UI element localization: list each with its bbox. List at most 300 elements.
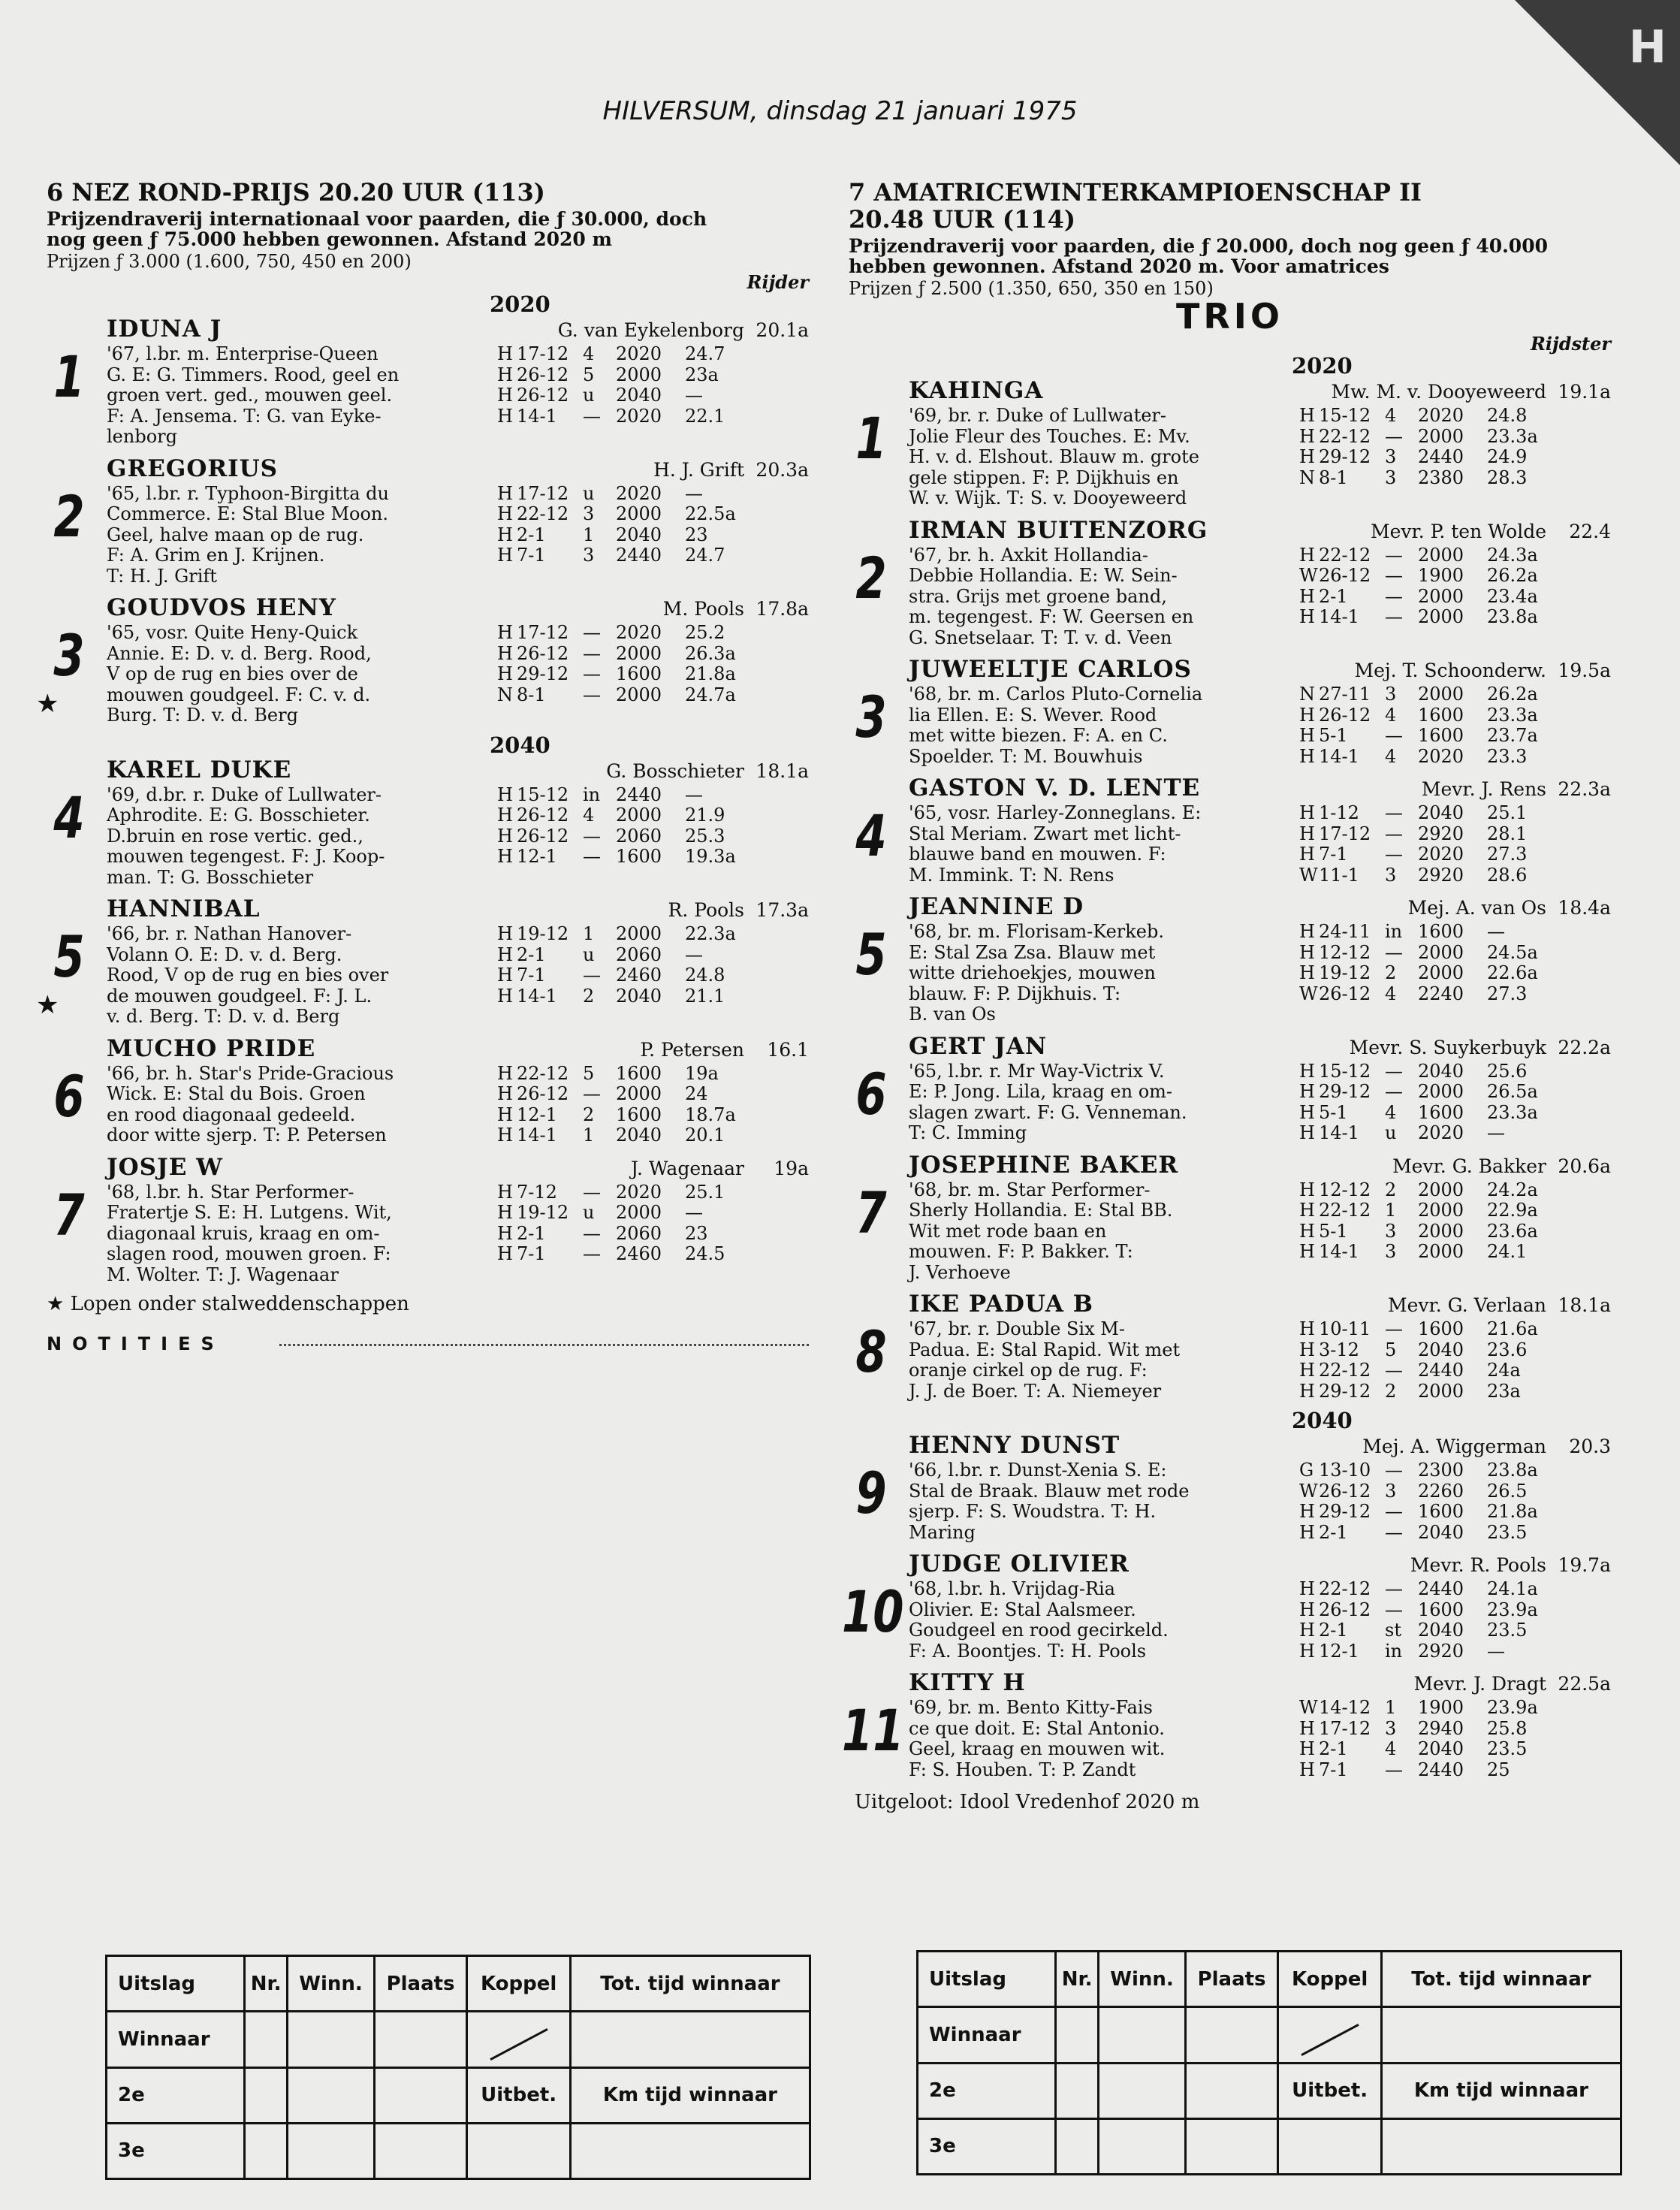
- result-track: H: [1299, 1578, 1315, 1599]
- result-time: 27.3: [1487, 983, 1528, 1004]
- start-number: 3: [53, 622, 85, 689]
- rating: 16.1: [767, 1038, 809, 1061]
- rating: 22.4: [1569, 520, 1611, 542]
- result-row: [497, 504, 745, 525]
- result-date: 12-1: [517, 846, 557, 867]
- result-position: —: [1385, 1501, 1403, 1522]
- result-time: 24: [685, 1083, 708, 1104]
- result-date: 26-12: [517, 385, 569, 406]
- row-winnaar: Winnaar: [918, 2007, 1056, 2063]
- rating: 18.4a: [1558, 897, 1611, 919]
- result-table-right: [916, 1950, 1622, 2175]
- result-position: —: [583, 642, 601, 664]
- result-date: 19-12: [517, 923, 569, 944]
- result-time: 24.7: [685, 343, 725, 364]
- result-track: W: [1299, 1697, 1318, 1718]
- horse-name: KITTY H: [909, 1669, 1026, 1696]
- cell[interactable]: [1185, 2118, 1278, 2174]
- result-time: —: [1487, 1640, 1505, 1662]
- result-table-left: [105, 1955, 811, 2180]
- rating: 20.1a: [756, 319, 809, 341]
- horse-description: '65, l.br. r. Mr Way-Victrix V. E: P. Jong. Lila, kraag en om- slagen zwart. F: G. Venneman. T: C. Imming: [909, 1060, 1187, 1143]
- cell[interactable]: [1185, 2007, 1278, 2063]
- result-track: H: [1299, 1620, 1315, 1641]
- result-distance: 2040: [1418, 1620, 1464, 1641]
- entry-body: [909, 406, 1611, 509]
- result-date: 22-12: [1319, 1578, 1371, 1599]
- entry-body: [107, 344, 809, 448]
- result-distance: 2000: [616, 805, 662, 826]
- result-position: —: [1385, 1521, 1403, 1543]
- result-row: [497, 406, 745, 427]
- result-time: 18.7a: [685, 1103, 736, 1125]
- cell[interactable]: [1099, 2007, 1185, 2063]
- cell[interactable]: [244, 2067, 288, 2123]
- start-number: 7: [855, 1179, 887, 1246]
- result-date: 26-12: [1319, 983, 1371, 1004]
- result-track: H: [497, 385, 513, 406]
- result-row: [497, 1105, 745, 1126]
- result-date: 29-12: [1319, 1081, 1371, 1102]
- result-position: —: [1385, 585, 1403, 607]
- result-date: 8-1: [1319, 466, 1348, 488]
- rating: 19a: [774, 1157, 809, 1179]
- entry-body: [909, 803, 1611, 886]
- horse-description: '66, br. h. Star's Pride-Gracious Wick. E: Stal du Bois. Groen en rood diagonaal gedeeld. door witte sjerp. T: P. Petersen: [107, 1062, 394, 1146]
- trio-label: TRIO: [1175, 296, 1284, 337]
- cell[interactable]: [244, 2123, 288, 2178]
- result-row: [1299, 1481, 1547, 1502]
- cell[interactable]: [288, 2067, 374, 2123]
- cell[interactable]: [244, 2012, 288, 2067]
- result-row: [1299, 705, 1547, 726]
- rider-name: Mevr. J. Rens: [1421, 778, 1546, 800]
- horse-description: '65, vosr. Quite Heny-Quick Annie. E: D. v. d. Berg. Rood, V op de rug en bies over de mouwen goudgeel. F: C. v. d. Burg. T: D. v. d. Berg: [107, 622, 372, 726]
- race-title: 6 NEZ ROND-PRIJS 20.20 UUR (113): [47, 178, 545, 207]
- result-time: 22.1: [685, 405, 725, 427]
- header-winn: Winn.: [288, 1956, 374, 2012]
- result-position: 3: [583, 503, 595, 524]
- rider-name: H. J. Grift: [653, 458, 744, 481]
- result-time: 22.3a: [685, 923, 736, 944]
- result-distance: 2000: [616, 364, 662, 385]
- result-track: H: [1299, 606, 1315, 627]
- result-time: 25.2: [685, 622, 725, 643]
- result-date: 12-12: [1319, 1179, 1371, 1200]
- result-position: 3: [1385, 1717, 1397, 1739]
- result-distance: 2040: [1418, 802, 1464, 823]
- result-date: 19-12: [517, 1202, 569, 1223]
- entry-header: [849, 1291, 1611, 1319]
- result-time: —: [685, 482, 703, 504]
- result-date: 26-12: [517, 825, 569, 847]
- result-track: H: [1299, 1738, 1315, 1759]
- result-track: H: [1299, 1339, 1315, 1360]
- result-distance: 2000: [616, 684, 662, 705]
- result-time: 24.5a: [1487, 941, 1538, 963]
- result-date: 14-1: [517, 405, 557, 427]
- result-date: 2-1: [1319, 1521, 1348, 1543]
- result-row: [1299, 1760, 1547, 1781]
- horse-description: '65, vosr. Harley-Zonneglans. E: Stal Meriam. Zwart met licht- blauwe band en mouwen. F: M. Immink. T: N. Rens: [909, 802, 1202, 886]
- result-time: 23.3a: [1487, 425, 1538, 447]
- rider-name: Mevr. P. ten Wolde: [1371, 520, 1546, 542]
- result-date: 17-12: [517, 343, 569, 364]
- result-position: —: [583, 405, 601, 427]
- result-time: 23: [685, 524, 708, 545]
- result-track: H: [497, 805, 513, 826]
- result-date: 13-10: [1319, 1460, 1371, 1481]
- horse-name: JOSEPHINE BAKER: [909, 1151, 1179, 1179]
- result-position: —: [1385, 1460, 1403, 1481]
- result-track: H: [1299, 1241, 1315, 1262]
- result-position: 3: [1385, 1480, 1397, 1502]
- result-time: 23.5: [1487, 1738, 1528, 1759]
- start-number: 8: [855, 1318, 887, 1385]
- result-date: 26-12: [1319, 565, 1371, 586]
- horse-name: GASTON V. D. LENTE: [909, 774, 1201, 802]
- result-position: 2: [1385, 962, 1397, 983]
- result-distance: 2000: [616, 642, 662, 664]
- cell[interactable]: [1055, 2007, 1099, 2063]
- slash-icon: [1301, 2024, 1359, 2056]
- result-track: H: [1299, 425, 1315, 447]
- result-distance: 2020: [616, 343, 662, 364]
- recent-results: [1299, 922, 1547, 1025]
- result-time: 25: [1487, 1759, 1510, 1780]
- result-track: H: [1299, 1101, 1315, 1123]
- page-header: HILVERSUM, dinsdag 21 januari 1975: [602, 96, 1078, 126]
- result-row: [1299, 427, 1547, 448]
- result-position: 1: [583, 1125, 595, 1146]
- result-date: 22-12: [1319, 1360, 1371, 1381]
- result-position: u: [583, 385, 595, 406]
- result-time: 24.5: [685, 1243, 725, 1264]
- start-number: 3: [855, 684, 887, 750]
- result-position: 3: [1385, 446, 1397, 467]
- horse-description: '68, l.br. h. Star Performer- Fratertje S. E: H. Lutgens. Wit, diagonaal kruis, kraag en om- slagen rood, mouwen groen. F: M. Wolter. T: J. Wagenaar: [107, 1181, 392, 1285]
- cell[interactable]: [288, 2123, 374, 2178]
- result-track: H: [497, 1243, 513, 1264]
- result-row: [1299, 803, 1547, 824]
- horse-description: '66, l.br. r. Dunst-Xenia S. E: Stal de Braak. Blauw met rode sjerp. F: S. Woudstra. T: H. Maring: [909, 1460, 1190, 1543]
- result-track: H: [497, 545, 513, 566]
- cell[interactable]: [374, 2123, 467, 2178]
- result-distance: 1600: [1418, 1599, 1464, 1620]
- race-prizes: Prijzen ƒ 2.500 (1.350, 650, 350 en 150): [849, 278, 1214, 299]
- result-row: [497, 965, 745, 986]
- rider-name: G. Bosschieter: [606, 759, 744, 782]
- result-time: 22.9a: [1487, 1200, 1538, 1221]
- result-position: —: [583, 622, 601, 643]
- cell[interactable]: [467, 2123, 570, 2178]
- result-time: 23.4a: [1487, 585, 1538, 607]
- entry-body: [909, 922, 1611, 1025]
- result-position: in: [1385, 921, 1403, 942]
- result-row: [497, 1125, 745, 1146]
- header-plaats: Plaats: [1185, 1952, 1278, 2007]
- result-position: 3: [1385, 1241, 1397, 1262]
- result-distance: 2000: [1418, 1179, 1464, 1200]
- result-row: [1299, 447, 1547, 468]
- result-track: H: [1299, 725, 1315, 746]
- result-distance: 2920: [1418, 823, 1464, 844]
- result-date: 26-12: [517, 642, 569, 664]
- star-icon: ★: [36, 990, 59, 1020]
- entry-header: [47, 315, 809, 344]
- result-position: —: [583, 1222, 601, 1244]
- result-date: 15-12: [1319, 1060, 1371, 1082]
- result-track: H: [497, 1181, 513, 1203]
- cell[interactable]: [570, 2123, 810, 2178]
- result-distance: 2000: [616, 1083, 662, 1104]
- result-position: 2: [583, 1103, 595, 1125]
- horse-description: '67, br. h. Axkit Hollandia- Debbie Hollandia. E: W. Sein- stra. Grijs met groene band, m. tegengest. F: W. Geersen en G. Snetselaar. T: T. v. d. Veen: [909, 544, 1194, 648]
- horse-entry: [849, 1033, 1611, 1144]
- recent-results: [1299, 1698, 1547, 1780]
- result-row: [1299, 1200, 1547, 1221]
- result-track: W: [1299, 983, 1318, 1004]
- cell[interactable]: [1381, 2007, 1621, 2063]
- result-date: 29-12: [1319, 1501, 1371, 1522]
- km-tijd-label: Km tijd winnaar: [1381, 2063, 1621, 2118]
- cell[interactable]: [1055, 2063, 1099, 2118]
- result-track: H: [497, 1222, 513, 1244]
- result-track: H: [497, 1125, 513, 1146]
- horse-name: GERT JAN: [909, 1032, 1048, 1060]
- result-time: 21.8a: [685, 663, 736, 684]
- result-row: [1299, 747, 1547, 768]
- horse-description: '69, d.br. r. Duke of Lullwater- Aphrodite. E: G. Bosschieter. D.bruin en rose vertic. ged., mouwen tegengest. F: J. Koop- man. T: G. Bosschieter: [107, 783, 385, 888]
- entry-list: [842, 353, 1611, 1780]
- cell[interactable]: [1185, 2063, 1278, 2118]
- result-time: 21.6a: [1487, 1318, 1538, 1339]
- result-row: [1299, 566, 1547, 587]
- result-distance: 2460: [616, 965, 662, 986]
- result-time: 28.3: [1487, 466, 1528, 488]
- divider: [279, 1344, 809, 1346]
- cell[interactable]: [1099, 2118, 1185, 2174]
- entry-header: [849, 377, 1611, 406]
- rider-name: Mevr. J. Dragt: [1413, 1673, 1546, 1695]
- entry-header: [849, 1033, 1611, 1061]
- result-distance: 2240: [1418, 983, 1464, 1004]
- result-position: 1: [583, 923, 595, 944]
- horse-name: JUDGE OLIVIER: [909, 1550, 1130, 1577]
- result-date: 5-1: [1319, 1101, 1348, 1123]
- result-time: 19.3a: [685, 846, 736, 867]
- result-track: H: [1299, 962, 1315, 983]
- result-time: 26.5a: [1487, 1081, 1538, 1102]
- result-row: [497, 644, 745, 665]
- result-distance: 2020: [1418, 1122, 1464, 1143]
- result-date: 7-1: [1319, 1759, 1348, 1780]
- result-row: [1299, 1123, 1547, 1144]
- cell[interactable]: [1381, 2118, 1621, 2174]
- result-row: [497, 945, 745, 966]
- cell[interactable]: [1055, 2118, 1099, 2174]
- entry-body: [107, 623, 809, 726]
- result-distance: 2000: [1418, 941, 1464, 963]
- entry-header: [849, 1550, 1611, 1579]
- cell[interactable]: [1099, 2063, 1185, 2118]
- result-track: H: [1299, 585, 1315, 607]
- result-row: [1299, 943, 1547, 964]
- result-distance: 2000: [1418, 1380, 1464, 1402]
- header-plaats: Plaats: [374, 1956, 467, 2012]
- result-time: 24.2a: [1487, 1179, 1538, 1200]
- result-date: 15-12: [517, 783, 569, 805]
- result-row: [497, 623, 745, 644]
- entry-body: [909, 684, 1611, 767]
- result-track: H: [1299, 1220, 1315, 1242]
- result-row: [1299, 1600, 1547, 1621]
- result-position: 2: [1385, 1380, 1397, 1402]
- result-track: H: [497, 1202, 513, 1223]
- horse-description: '68, l.br. h. Vrijdag-Ria Olivier. E: Stal Aalsmeer. Goudgeel en rood gecirkeld. F: A. Boontjes. T: H. Pools: [909, 1578, 1169, 1662]
- result-time: 24.7a: [685, 684, 736, 705]
- recent-results: [1299, 684, 1547, 767]
- entry-header: [47, 1035, 809, 1064]
- result-distance: 2440: [616, 783, 662, 805]
- corner-letter: H: [1628, 21, 1666, 74]
- result-date: 7-12: [517, 1181, 557, 1203]
- horse-entry: [47, 1035, 809, 1146]
- rating: 22.3a: [1558, 778, 1611, 800]
- row-2e: 2e: [918, 2063, 1056, 2118]
- result-track: H: [1299, 446, 1315, 467]
- rider-name: Mevr. R. Pools: [1410, 1554, 1546, 1576]
- header-nr: Nr.: [1055, 1952, 1099, 2007]
- result-position: —: [1385, 1081, 1403, 1102]
- result-position: —: [1385, 606, 1403, 627]
- rating: 19.7a: [1558, 1554, 1611, 1576]
- result-date: 29-12: [1319, 1380, 1371, 1402]
- result-row: [1299, 865, 1547, 886]
- entry-body: [909, 1460, 1611, 1543]
- result-track: H: [1299, 844, 1315, 865]
- distance-heading: 2040: [1292, 1408, 1353, 1433]
- cell[interactable]: [288, 2012, 374, 2067]
- result-track: H: [1299, 1179, 1315, 1200]
- horse-name: KAREL DUKE: [107, 756, 292, 783]
- result-time: 23.9a: [1487, 1697, 1538, 1718]
- cell[interactable]: [1278, 2118, 1381, 2174]
- result-row: [1299, 1523, 1547, 1544]
- result-row: [497, 1084, 745, 1105]
- result-distance: 2920: [1418, 864, 1464, 886]
- result-row: [1299, 984, 1547, 1005]
- result-distance: 2000: [1418, 585, 1464, 607]
- result-date: 14-1: [1319, 606, 1359, 627]
- result-date: 7-1: [1319, 844, 1348, 865]
- race-conditions: Prijzendraverij internationaal voor paarden, die ƒ 30.000, doch nog geen ƒ 75.000 hebben gewonnen. Afstand 2020 m: [47, 208, 707, 250]
- recent-results: [497, 1182, 745, 1286]
- race-6-column: [36, 178, 809, 1354]
- result-distance: 1600: [1418, 1101, 1464, 1123]
- entry-header: [849, 1432, 1611, 1460]
- result-position: u: [1385, 1122, 1397, 1143]
- result-position: —: [1385, 844, 1403, 865]
- result-date: 14-1: [1319, 1122, 1359, 1143]
- result-position: —: [1385, 1060, 1403, 1082]
- result-date: 7-1: [517, 1243, 546, 1264]
- result-time: —: [685, 783, 703, 805]
- result-position: 4: [1385, 405, 1397, 426]
- result-date: 5-1: [1319, 1220, 1348, 1242]
- rider-label: Rijder: [746, 271, 809, 293]
- result-distance: 2000: [1418, 425, 1464, 447]
- result-time: 23a: [1487, 1380, 1521, 1402]
- horse-entry: [849, 1291, 1611, 1402]
- result-time: 23.6a: [1487, 1220, 1538, 1242]
- result-row: [1299, 1180, 1547, 1201]
- result-distance: 2000: [616, 503, 662, 524]
- result-time: 23.3: [1487, 745, 1528, 767]
- result-position: —: [1385, 1318, 1403, 1339]
- recent-results: [1299, 1319, 1547, 1402]
- rider-name: Mej. A. Wiggerman: [1362, 1436, 1546, 1457]
- horse-description: '68, br. m. Florisam-Kerkeb. E: Stal Zsa Zsa. Blauw met witte driehoekjes, mouwen blauw. F: P. Dijkhuis. T: B. van Os: [909, 921, 1164, 1025]
- result-position: 4: [1385, 1101, 1397, 1123]
- cell-slash: [467, 2012, 570, 2067]
- header-nr: Nr.: [244, 1956, 288, 2012]
- result-distance: 2040: [616, 524, 662, 545]
- result-date: 22-12: [1319, 1200, 1371, 1221]
- horse-entry: [47, 756, 809, 889]
- rider-name: Mej. A. van Os: [1407, 897, 1546, 919]
- result-position: —: [1385, 565, 1403, 586]
- result-row: [1299, 607, 1547, 628]
- rating: 22.5a: [1558, 1673, 1611, 1695]
- row-winnaar: Winnaar: [107, 2012, 245, 2067]
- entry-header: [849, 517, 1611, 545]
- recent-results: [1299, 406, 1547, 509]
- result-position: —: [1385, 1599, 1403, 1620]
- cell[interactable]: [374, 2012, 467, 2067]
- result-track: H: [1299, 1501, 1315, 1522]
- result-row: [497, 805, 745, 826]
- result-track: H: [497, 846, 513, 867]
- cell[interactable]: [374, 2067, 467, 2123]
- result-date: 12-12: [1319, 941, 1371, 963]
- result-date: 17-12: [1319, 1717, 1371, 1739]
- result-track: H: [1299, 1360, 1315, 1381]
- result-distance: 2000: [616, 923, 662, 944]
- horse-entry: [849, 893, 1611, 1025]
- result-distance: 2040: [1418, 1339, 1464, 1360]
- horse-name: JOSJE W: [107, 1153, 223, 1181]
- result-row: [1299, 824, 1547, 845]
- rider-name: Mej. T. Schoonderw.: [1354, 660, 1546, 681]
- entry-header: [47, 756, 809, 785]
- result-distance: 2020: [1418, 844, 1464, 865]
- start-number: 6: [855, 1060, 887, 1128]
- start-number: 10: [842, 1578, 904, 1645]
- result-position: 1: [1385, 1200, 1397, 1221]
- horse-description: '65, l.br. r. Typhoon-Birgitta du Commerce. E: Stal Blue Moon. Geel, halve maan op de rug. F: A. Grim en J. Krijnen. T: H. J. Grift: [107, 482, 389, 587]
- result-date: 22-12: [1319, 544, 1371, 566]
- race-conditions: Prijzendraverij voor paarden, die ƒ 20.000, doch nog geen ƒ 40.000 hebben gewonnen. Afstand 2020 m. Voor amatrices: [849, 235, 1548, 277]
- result-distance: 2060: [616, 1222, 662, 1244]
- result-time: 28.6: [1487, 864, 1528, 886]
- result-date: 14-1: [517, 1125, 557, 1146]
- result-distance: 2440: [1418, 1360, 1464, 1381]
- cell[interactable]: [570, 2012, 810, 2067]
- result-position: 3: [1385, 864, 1397, 886]
- result-track: H: [1299, 704, 1315, 726]
- entry-header: [47, 594, 809, 623]
